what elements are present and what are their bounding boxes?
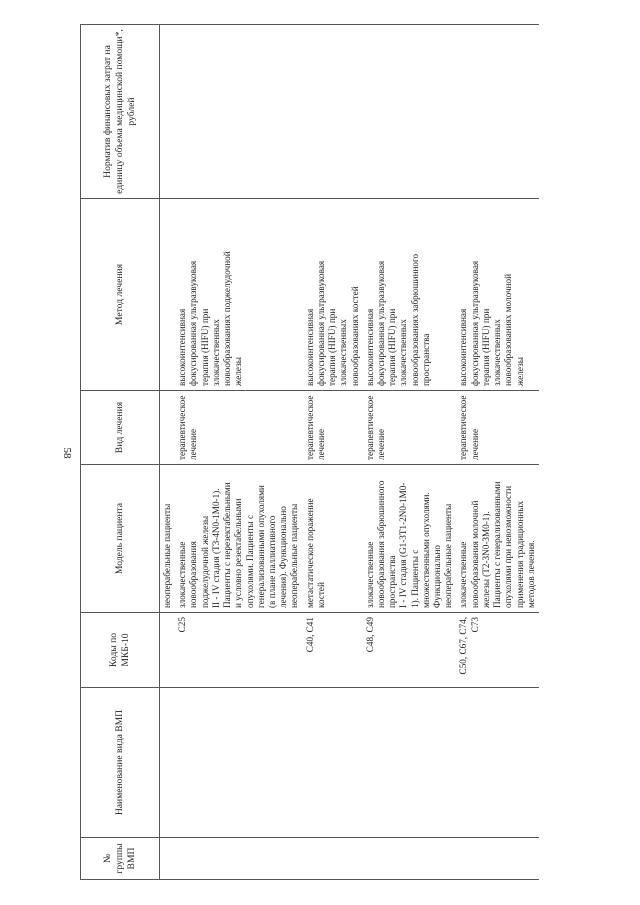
header-vmp-name: Наименование вида ВМП xyxy=(81,688,160,838)
header-patient-model: Модель пациента xyxy=(81,465,160,613)
page-number: 58 xyxy=(61,447,73,459)
vmp-table xyxy=(80,24,539,880)
model-line: пространства xyxy=(387,555,398,608)
method-line: злокачественных xyxy=(492,319,503,386)
model-line: Функционально xyxy=(432,544,443,608)
cost-cell xyxy=(456,25,539,199)
patient-model-cell xyxy=(456,465,539,613)
table-row xyxy=(456,25,539,880)
patient-model-cell xyxy=(303,465,363,613)
method-line: высокоинтенсивная xyxy=(364,308,375,386)
type-line: лечение xyxy=(188,428,199,460)
type-line: терапевтическое xyxy=(458,395,469,460)
treatment-type-cell xyxy=(175,391,302,465)
model-line: злокачественные xyxy=(364,541,375,608)
model-line: лечения). Функционально xyxy=(278,506,289,608)
cost-cell xyxy=(175,25,302,199)
model-line: применения традиционных xyxy=(514,500,525,608)
model-line: генерализованными опухолями xyxy=(255,485,266,608)
model-line: методов лечения. xyxy=(525,540,536,608)
carry-text: неоперабельные пациенты xyxy=(160,465,176,613)
model-line: железы (T2-3N0-3M0-1). xyxy=(480,511,491,608)
method-line: железы xyxy=(233,357,244,386)
method-line: фокусированная ультразвуковая xyxy=(315,260,326,386)
treatment-type-cell xyxy=(363,391,457,465)
model-line: Пациенты с генерализованными xyxy=(492,481,503,608)
cost-cell xyxy=(303,25,363,199)
carry-row xyxy=(160,25,176,880)
header-treatment-method: Метод лечения xyxy=(81,199,160,391)
model-line: опухолями. Пациенты с xyxy=(244,514,255,608)
model-line: неоперабельные пациенты xyxy=(443,503,454,608)
treatment-method-cell xyxy=(175,199,302,391)
table-row xyxy=(303,25,363,880)
method-line: фокусированная ультразвуковая xyxy=(469,260,480,386)
method-line: высокоинтенсивная xyxy=(304,308,315,386)
vmp-name-cell xyxy=(303,688,363,838)
model-line: метастатическое поражение xyxy=(304,498,315,608)
method-line: злокачественных xyxy=(398,319,409,386)
method-line: новообразованиях костей xyxy=(349,286,360,386)
header-treatment-type: Вид лечения xyxy=(81,391,160,465)
model-line: новообразования забрюшинного xyxy=(375,480,386,608)
model-line: злокачественные xyxy=(458,541,469,608)
treatment-method-cell xyxy=(303,199,363,391)
group-cell xyxy=(303,838,363,880)
method-line: фокусированная ультразвуковая xyxy=(375,260,386,386)
table-header-row xyxy=(81,25,160,880)
model-line: поджелудочной железы xyxy=(199,515,210,608)
header-icd-codes: Коды по МКБ-10 xyxy=(81,613,160,688)
model-line: новообразования молочной xyxy=(469,500,480,608)
model-line: и условно резектабельными xyxy=(233,498,244,608)
patient-model-cell xyxy=(175,465,302,613)
type-line: лечение xyxy=(469,428,480,460)
method-line: злокачественных xyxy=(210,319,221,386)
model-line: (в плане паллиативного xyxy=(266,515,277,608)
cost-cell xyxy=(363,25,457,199)
method-line: терапия (HIFU) при xyxy=(327,308,338,386)
icd-code-cell: C50, C67, C74, C73 xyxy=(456,613,539,688)
method-line: злокачественных xyxy=(338,319,349,386)
type-line: терапевтическое xyxy=(304,395,315,460)
model-line: костей xyxy=(315,582,326,608)
method-line: высокоинтенсивная xyxy=(177,308,188,386)
model-line: новообразования xyxy=(188,541,199,608)
type-line: лечение xyxy=(315,428,326,460)
treatment-method-cell xyxy=(456,199,539,391)
model-line: I - IV стадия (G1-3T1-2N0-1M0- xyxy=(398,482,409,608)
icd-code-cell: C40, C41 xyxy=(303,613,363,688)
method-line: терапия (HIFU) при xyxy=(199,308,210,386)
treatment-method-cell xyxy=(363,199,457,391)
rotated-table-sheet xyxy=(80,25,600,880)
table-row xyxy=(363,25,457,880)
icd-code-cell: C25 xyxy=(175,613,302,688)
method-line: терапия (HIFU) при xyxy=(480,308,491,386)
method-line: новообразованиях молочной xyxy=(503,273,514,386)
header-group-number: № группы ВМП xyxy=(81,838,160,880)
method-line: новообразованиях забрюшинного xyxy=(409,253,420,386)
group-cell xyxy=(363,838,457,880)
method-line: терапия (HIFU) при xyxy=(387,308,398,386)
model-line: неоперабельные пациенты xyxy=(289,503,300,608)
method-line: высокоинтенсивная xyxy=(458,308,469,386)
type-line: лечение xyxy=(375,428,386,460)
icd-code-cell: C48, C49 xyxy=(363,613,457,688)
model-line: 1). Пациенты с xyxy=(409,549,420,608)
vmp-name-cell xyxy=(175,688,302,838)
method-line: пространства xyxy=(420,333,431,386)
method-line: железы xyxy=(514,357,525,386)
treatment-type-cell xyxy=(303,391,363,465)
patient-model-cell xyxy=(363,465,457,613)
group-cell xyxy=(175,838,302,880)
table-row xyxy=(175,25,302,880)
model-line: Пациенты с нерезектабельными xyxy=(222,482,233,608)
method-line: новообразованиях поджелудочной xyxy=(222,251,233,386)
type-line: терапевтическое xyxy=(177,395,188,460)
model-line: злокачественные xyxy=(177,541,188,608)
model-line: опухолями при невозможности xyxy=(503,485,514,608)
type-line: терапевтическое xyxy=(364,395,375,460)
group-cell xyxy=(456,838,539,880)
treatment-type-cell xyxy=(456,391,539,465)
method-line: фокусированная ультразвуковая xyxy=(188,260,199,386)
vmp-name-cell xyxy=(456,688,539,838)
model-line: II - IV стадия (T3-4N0-1M0-1). xyxy=(210,488,221,608)
header-cost-standard: Норматив финансовых затрат на единицу объема медицинской помощи*, рублей xyxy=(81,25,160,199)
model-line: множественными опухолями. xyxy=(420,492,431,608)
vmp-name-cell xyxy=(363,688,457,838)
